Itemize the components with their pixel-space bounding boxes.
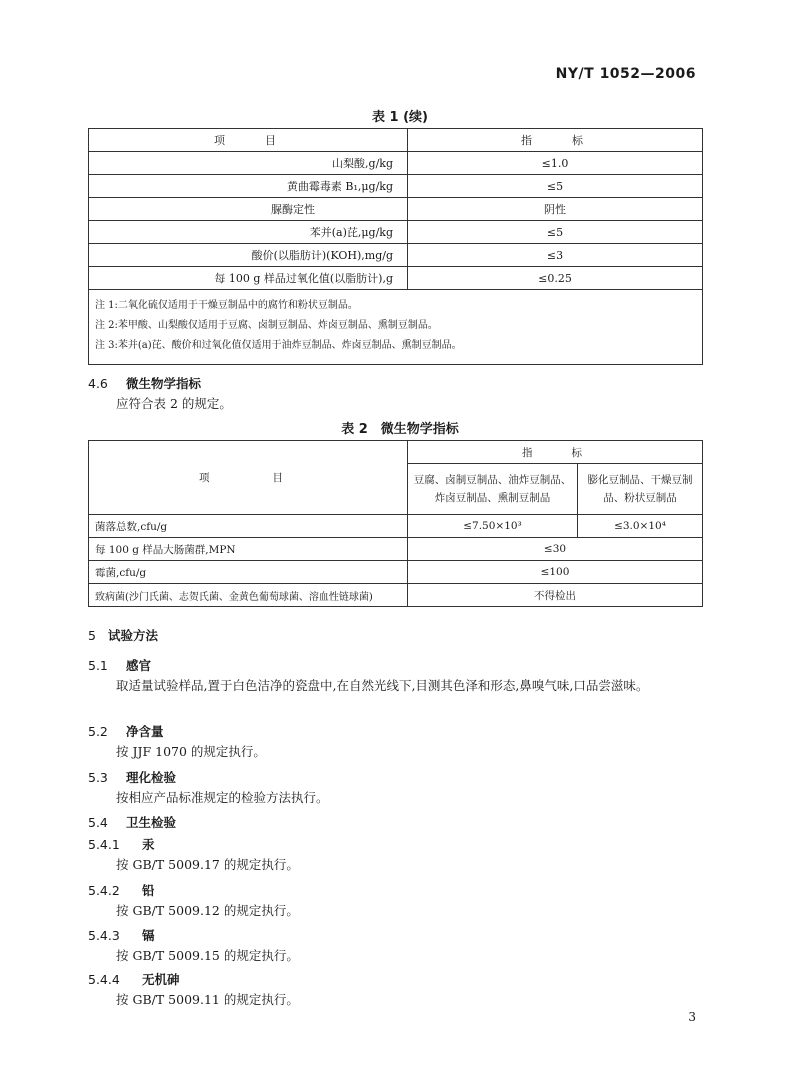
section-title: 理化检验 (126, 770, 177, 785)
table1-notes-row (89, 290, 703, 365)
table2-col-index: 指 标 (408, 441, 703, 464)
table1 (88, 128, 703, 365)
section-4-6-text: 应符合表 2 的规定。 (116, 396, 232, 411)
table2-value: ≤7.50×10³ (408, 515, 578, 538)
section-5-4-1-text: 按 GB/T 5009.17 的规定执行。 (116, 857, 299, 872)
section-number: 5.4.1 (88, 837, 120, 852)
section-number: 5 (88, 628, 96, 643)
table2-value: ≤100 (408, 561, 703, 584)
table1-item: 脲酶定性 (89, 198, 408, 221)
table2-header-row (89, 441, 703, 464)
section-5-1-text: 取适量试验样品,置于白色洁净的瓷盘中,在自然光线下,目测其色泽和形态,鼻嗅气味,口品尝滋味。 (116, 678, 649, 693)
table1-note: 注 1:二氧化硫仅适用于干燥豆制品中的腐竹和粉状豆制品。 (95, 300, 358, 311)
section-title: 无机砷 (142, 972, 180, 987)
section-title: 微生物学指标 (126, 376, 202, 391)
table2-caption: 表 2 微生物学指标 (341, 422, 459, 437)
table2-subcol-2: 膨化豆制品、干燥豆制品、粉状豆制品 (578, 464, 703, 515)
table1-value: ≤1.0 (408, 152, 703, 175)
table-row (89, 267, 703, 290)
table-row (89, 198, 703, 221)
table2-item: 霉菌,cfu/g (89, 561, 408, 584)
table2-subcol-1: 豆腐、卤制豆制品、油炸豆制品、炸卤豆制品、熏制豆制品 (408, 464, 578, 515)
table1-value: ≤0.25 (408, 267, 703, 290)
table1-item: 苯并(a)芘,μg/kg (89, 221, 408, 244)
table2-item: 致病菌(沙门氏菌、志贺氏菌、金黄色葡萄球菌、溶血性链球菌) (89, 584, 408, 607)
table1-value: ≤5 (408, 175, 703, 198)
page-number: 3 (688, 1010, 696, 1024)
section-title: 试验方法 (108, 628, 159, 643)
table-row (89, 175, 703, 198)
table-row (89, 244, 703, 267)
section-5-4-2-heading (88, 881, 155, 899)
section-5-1-heading (88, 656, 151, 674)
section-5-4-heading (88, 813, 176, 831)
section-4-6-heading (88, 374, 201, 392)
section-number: 5.1 (88, 658, 108, 673)
table1-item: 酸价(以脂肪计)(KOH),mg/g (89, 244, 408, 267)
table1-item: 黄曲霉毒素 B₁,μg/kg (89, 175, 408, 198)
section-title: 汞 (142, 837, 155, 852)
section-title: 镉 (142, 928, 155, 943)
table1-header-row (89, 129, 703, 152)
table1-value: ≤5 (408, 221, 703, 244)
section-5-4-3-text: 按 GB/T 5009.15 的规定执行。 (116, 948, 299, 963)
section-number: 5.4.2 (88, 883, 120, 898)
section-number: 4.6 (88, 376, 108, 391)
table2-value: 不得检出 (408, 584, 703, 607)
table2-item: 菌落总数,cfu/g (89, 515, 408, 538)
table-row (89, 584, 703, 607)
table-row (89, 152, 703, 175)
section-title: 净含量 (126, 724, 164, 739)
table1-item: 每 100 g 样品过氧化值(以脂肪计),g (89, 267, 408, 290)
section-5-2-heading (88, 722, 164, 740)
table1-caption: 表 1 (续) (372, 110, 428, 125)
section-5-4-3-heading (88, 926, 155, 944)
section-5-heading (88, 626, 158, 644)
table1-note: 注 2:苯甲酸、山梨酸仅适用于豆腐、卤制豆制品、炸卤豆制品、熏制豆制品。 (95, 320, 438, 331)
table1-col-item: 项 目 (89, 129, 408, 152)
table1-value: 阴性 (408, 198, 703, 221)
section-number: 5.3 (88, 770, 108, 785)
section-title: 卫生检验 (126, 815, 177, 830)
section-title: 铅 (142, 883, 155, 898)
table1-col-index: 指 标 (408, 129, 703, 152)
section-title: 感官 (126, 658, 152, 673)
section-number: 5.4.4 (88, 972, 120, 987)
table-row (89, 221, 703, 244)
table1-note: 注 3:苯并(a)芘、酸价和过氧化值仅适用于油炸豆制品、炸卤豆制品、熏制豆制品。 (95, 340, 462, 351)
section-5-3-heading (88, 768, 176, 786)
table2-col-item: 项 目 (89, 441, 408, 515)
section-number: 5.4.3 (88, 928, 120, 943)
section-number: 5.4 (88, 815, 108, 830)
table1-notes (89, 290, 703, 365)
table2 (88, 440, 703, 607)
table-row (89, 561, 703, 584)
section-number: 5.2 (88, 724, 108, 739)
table2-value: ≤3.0×10⁴ (578, 515, 703, 538)
table2-item: 每 100 g 样品大肠菌群,MPN (89, 538, 408, 561)
section-5-2-text: 按 JJF 1070 的规定执行。 (116, 744, 266, 759)
section-5-4-4-text: 按 GB/T 5009.11 的规定执行。 (116, 992, 299, 1007)
table-row (89, 538, 703, 561)
table1-value: ≤3 (408, 244, 703, 267)
section-5-4-4-heading (88, 970, 180, 988)
table2-value: ≤30 (408, 538, 703, 561)
section-5-4-2-text: 按 GB/T 5009.12 的规定执行。 (116, 903, 299, 918)
section-5-4-1-heading (88, 835, 155, 853)
section-5-3-text: 按相应产品标准规定的检验方法执行。 (116, 790, 329, 805)
standard-code: NY/T 1052—2006 (555, 66, 696, 82)
table-row (89, 515, 703, 538)
table1-item: 山梨酸,g/kg (89, 152, 408, 175)
